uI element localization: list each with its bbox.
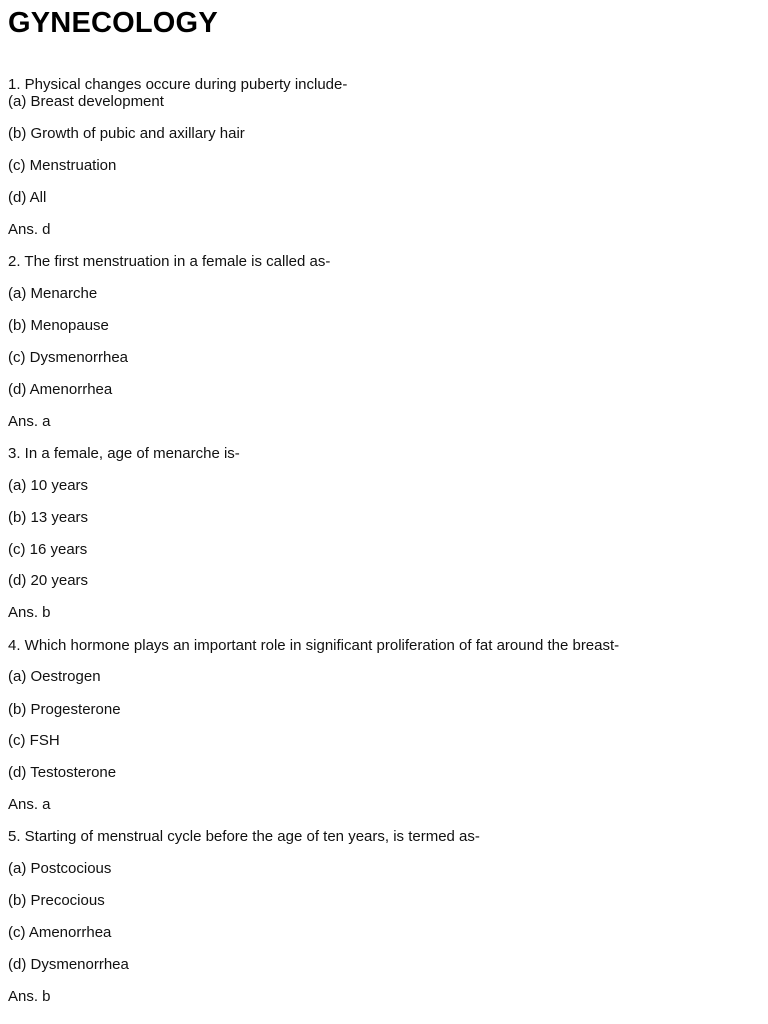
question-3-option-a: (a) 10 years bbox=[8, 477, 89, 494]
question-4-option-d: (d) Testosterone bbox=[8, 764, 117, 781]
question-3-text: 3. In a female, age of menarche is- bbox=[8, 445, 240, 462]
question-4-answer: Ans. a bbox=[8, 796, 51, 813]
question-3-option-d: (d) 20 years bbox=[8, 572, 89, 589]
question-2-option-a: (a) Menarche bbox=[8, 285, 98, 302]
question-2-option-d: (d) Amenorrhea bbox=[8, 381, 113, 398]
question-5-option-d: (d) Dysmenorrhea bbox=[8, 956, 129, 973]
question-5-option-a: (a) Postcocious bbox=[8, 860, 112, 877]
question-2-answer: Ans. a bbox=[8, 413, 51, 430]
question-2-text: 2. The first menstruation in a female is called as- bbox=[8, 253, 331, 270]
question-2-option-b: (b) Menopause bbox=[8, 317, 109, 334]
question-5-answer: Ans. b bbox=[8, 988, 51, 1005]
question-4-option-a: (a) Oestrogen bbox=[8, 668, 101, 685]
question-5-text: 5. Starting of menstrual cycle before the age of ten years, is termed as- bbox=[8, 828, 480, 845]
question-1-option-b: (b) Growth of pubic and axillary hair bbox=[8, 125, 245, 142]
question-1-option-a: (a) Breast development bbox=[8, 93, 164, 110]
question-4-option-b: (b) Progesterone bbox=[8, 701, 121, 718]
question-1-option-c: (c) Menstruation bbox=[8, 157, 117, 174]
question-4-text: 4. Which hormone plays an important role in significant proliferation of fat around the breast- bbox=[8, 637, 620, 654]
page-title: GYNECOLOGY bbox=[8, 7, 218, 39]
question-3-option-c: (c) 16 years bbox=[8, 541, 88, 558]
question-5-option-b: (b) Precocious bbox=[8, 892, 105, 909]
question-2-option-c: (c) Dysmenorrhea bbox=[8, 349, 129, 366]
question-5-option-c: (c) Amenorrhea bbox=[8, 924, 112, 941]
question-1-text: 1. Physical changes occure during puberty include- bbox=[8, 76, 348, 93]
question-1-option-d: (d) All bbox=[8, 189, 47, 206]
question-3-option-b: (b) 13 years bbox=[8, 509, 89, 526]
question-3-answer: Ans. b bbox=[8, 604, 51, 621]
question-1-answer: Ans. d bbox=[8, 221, 51, 238]
question-4-option-c: (c) FSH bbox=[8, 732, 60, 749]
